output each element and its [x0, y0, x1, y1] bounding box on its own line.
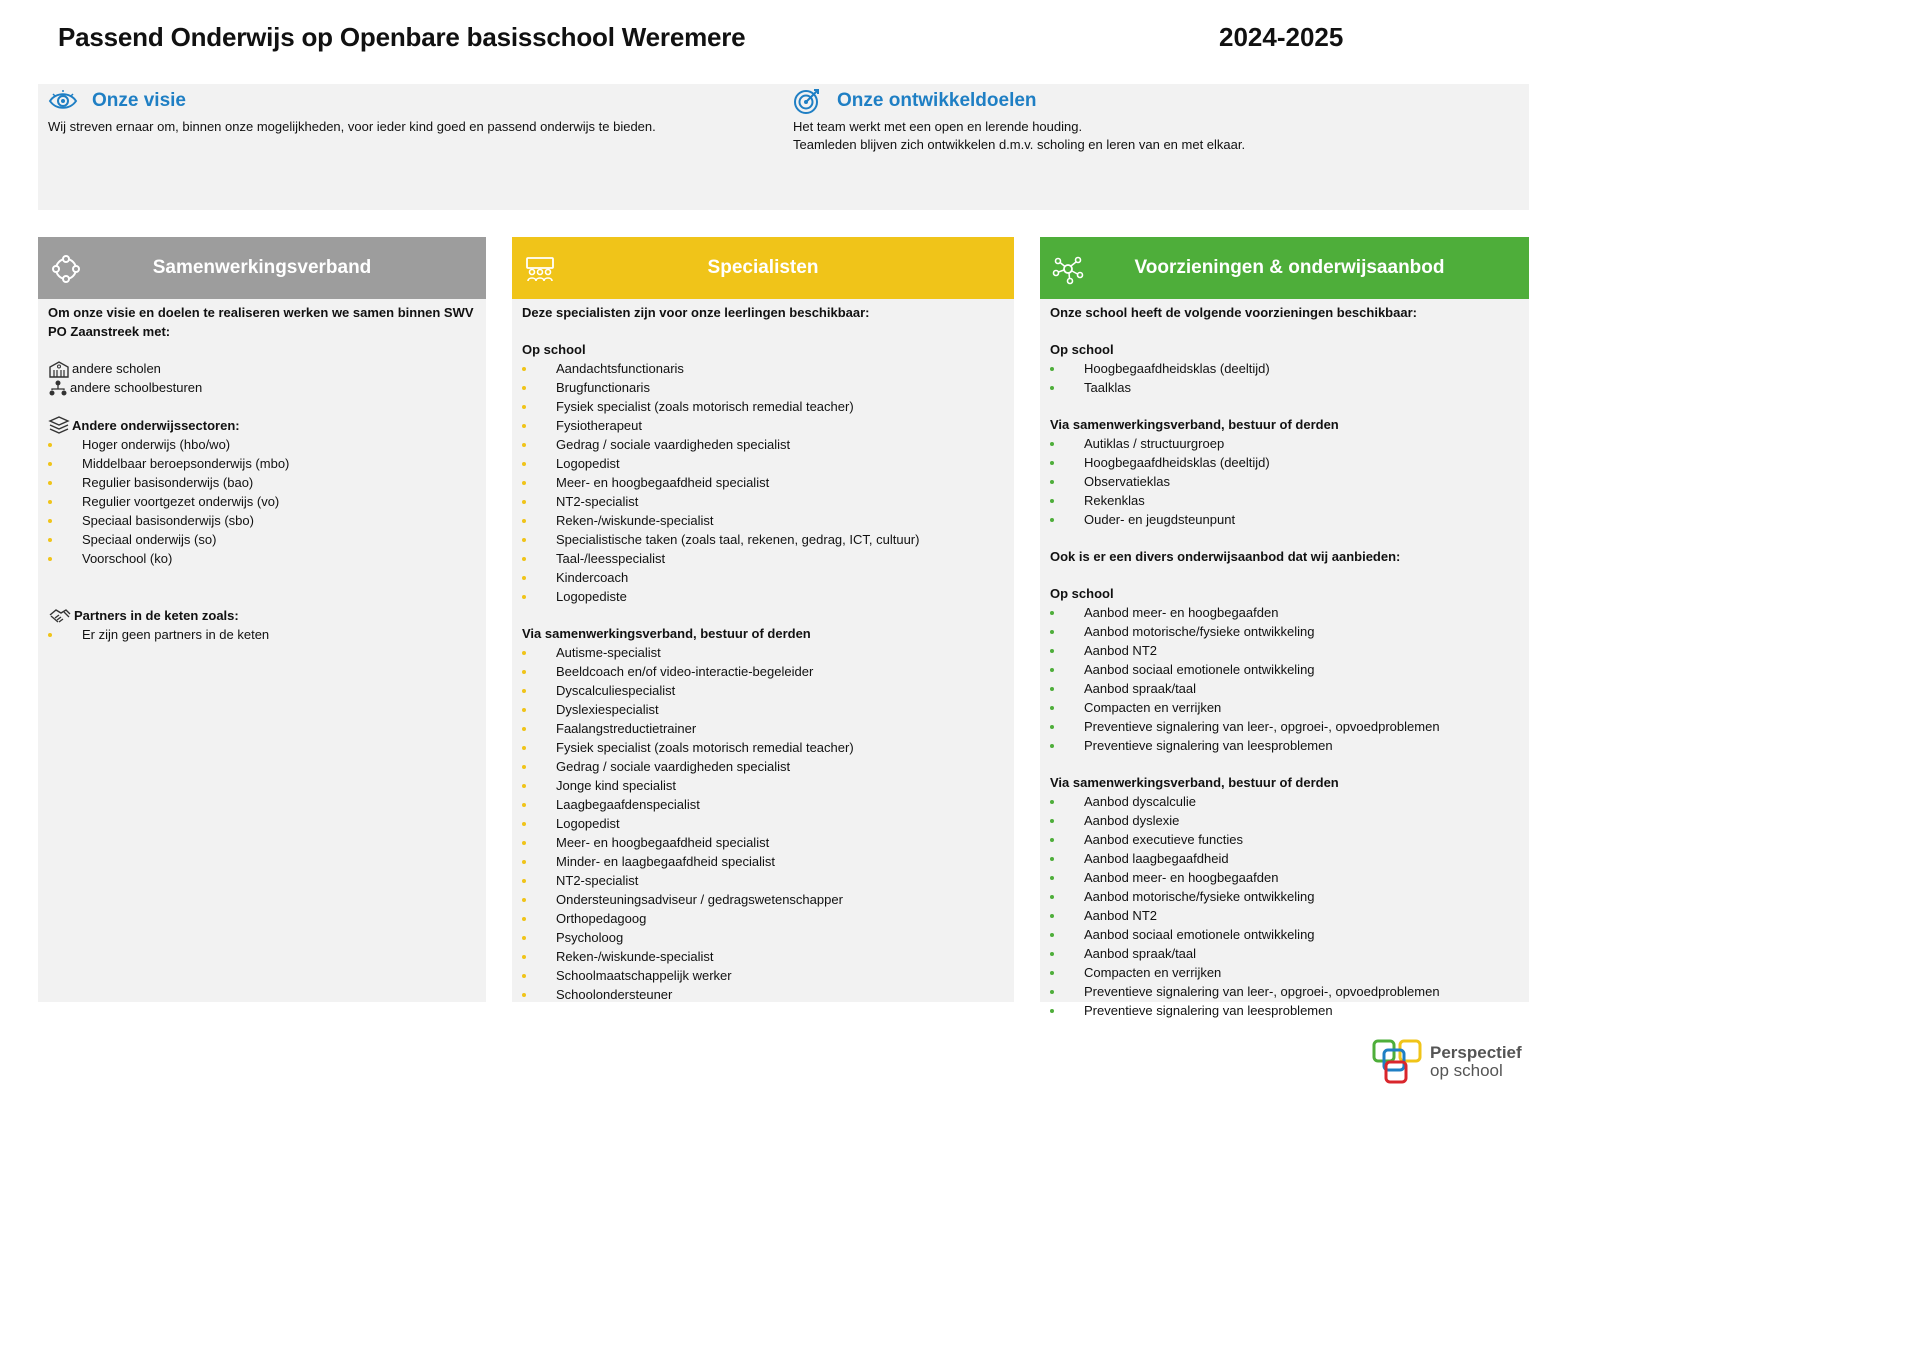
- sectors-heading: Andere onderwijssectoren:: [48, 415, 476, 435]
- list-item: Aanbod dyscalculie: [1050, 792, 1519, 811]
- list-item: Reken-/wiskunde-specialist: [522, 511, 1004, 530]
- logo-line1: Perspectief: [1430, 1043, 1522, 1062]
- list-item: Aanbod spraak/taal: [1050, 944, 1519, 963]
- voorzieningen-header: [1040, 237, 1529, 299]
- list-item: Preventieve signalering van leesproblemen: [1050, 1001, 1519, 1020]
- list-item: Meer- en hoogbegaafdheid specialist: [522, 833, 1004, 852]
- goals-line: Teamleden blijven zich ontwikkelen d.m.v. scholing en leren van en met elkaar.: [793, 137, 1246, 152]
- list-item: Meer- en hoogbegaafdheid specialist: [522, 473, 1004, 492]
- school-year: 2024-2025: [1219, 22, 1344, 52]
- list-item: Jonge kind specialist: [522, 776, 1004, 795]
- samenwerking-title: Samenwerkingsverband: [152, 257, 372, 278]
- layers-icon: [48, 415, 70, 435]
- list-item: Compacten en verrijken: [1050, 698, 1519, 717]
- logo-squares-icon: [1372, 1038, 1424, 1086]
- list-item: Kindercoach: [522, 568, 1004, 587]
- list-item: Preventieve signalering van leer-, opgroei-, opvoedproblemen: [1050, 982, 1519, 1001]
- list-item: Fysiek specialist (zoals motorisch remedial teacher): [522, 397, 1004, 416]
- list-item: Preventieve signalering van leer-, opgroei-, opvoedproblemen: [1050, 717, 1519, 736]
- list-item: Aanbod executieve functies: [1050, 830, 1519, 849]
- section-heading: Op school: [1050, 586, 1114, 601]
- list-item: Reken-/wiskunde-specialist: [522, 947, 1004, 966]
- list-item: Aanbod NT2: [1050, 641, 1519, 660]
- voorzieningen-via-list: [1050, 434, 1519, 529]
- specialisten-title: Specialisten: [707, 257, 819, 278]
- section-heading: Op school: [522, 342, 586, 357]
- list-item: Rekenklas: [1050, 491, 1519, 510]
- eye-icon: [48, 89, 78, 113]
- list-item: Compacten en verrijken: [1050, 963, 1519, 982]
- list-item: Aanbod spraak/taal: [1050, 679, 1519, 698]
- voorzieningen-title: Voorzieningen & onderwijsaanbod: [1134, 257, 1445, 278]
- chain-list: [48, 625, 476, 644]
- section-heading: Op school: [1050, 342, 1114, 357]
- sectors-list: [48, 435, 476, 568]
- list-item: Schoolmaatschappelijk werker: [522, 966, 1004, 985]
- list-item: Aandachtsfunctionaris: [522, 359, 1004, 378]
- list-item: Dyscalculiespecialist: [522, 681, 1004, 700]
- samenwerking-column: [38, 237, 486, 1002]
- list-item: Specialistische taken (zoals taal, rekenen, gedrag, ICT, cultuur): [522, 530, 1004, 549]
- list-item: Hoger onderwijs (hbo/wo): [48, 435, 476, 454]
- list-item: Schoolondersteuner: [522, 985, 1004, 1004]
- list-item: Gedrag / sociale vaardigheden specialist: [522, 435, 1004, 454]
- list-item: Aanbod NT2: [1050, 906, 1519, 925]
- list-item: Minder- en laagbegaafdheid specialist: [522, 852, 1004, 871]
- list-item: Psycholoog: [522, 928, 1004, 947]
- list-item: andere scholen: [48, 359, 476, 378]
- samenwerking-header: [38, 237, 486, 299]
- list-item: Fysiotherapeut: [522, 416, 1004, 435]
- list-item: Hoogbegaafdheidsklas (deeltijd): [1050, 453, 1519, 472]
- team-icon: [524, 253, 556, 285]
- handshake-icon: [48, 607, 72, 625]
- list-item: Ondersteuningsadviseur / gedragswetenschapper: [522, 890, 1004, 909]
- list-item: Brugfunctionaris: [522, 378, 1004, 397]
- partner-list: [48, 359, 476, 397]
- chain-heading: Partners in de keten zoals:: [48, 606, 476, 625]
- page-title: Passend Onderwijs op Openbare basisschool Weremere: [58, 22, 746, 52]
- section-heading: Via samenwerkingsverband, bestuur of derden: [1050, 775, 1339, 790]
- list-item: Taal-/leesspecialist: [522, 549, 1004, 568]
- voorzieningen-column: [1040, 237, 1529, 1018]
- goals-line: Het team werkt met een open en lerende houding.: [793, 119, 1083, 134]
- org-tree-icon: [48, 380, 68, 396]
- list-item: Logopediste: [522, 587, 1004, 606]
- specialisten-via-list: [522, 643, 1004, 1004]
- goals-section: [793, 84, 1513, 154]
- specialisten-intro: Deze specialisten zijn voor onze leerlingen beschikbaar:: [522, 305, 870, 320]
- network-circle-icon: [50, 253, 82, 285]
- target-icon: [793, 87, 823, 115]
- list-item: Ouder- en jeugdsteunpunt: [1050, 510, 1519, 529]
- list-item: Preventieve signalering van leesproblemen: [1050, 736, 1519, 755]
- list-item: Fysiek specialist (zoals motorisch remedial teacher): [522, 738, 1004, 757]
- vision-section: [48, 84, 768, 136]
- list-item: Middelbaar beroepsonderwijs (mbo): [48, 454, 476, 473]
- list-item: NT2-specialist: [522, 492, 1004, 511]
- vision-title: Onze visie: [92, 90, 186, 111]
- list-item: Logopedist: [522, 814, 1004, 833]
- school-building-icon: [48, 360, 70, 378]
- list-item: Er zijn geen partners in de keten: [48, 625, 476, 644]
- section-heading: Via samenwerkingsverband, bestuur of derden: [1050, 417, 1339, 432]
- list-item: Speciaal onderwijs (so): [48, 530, 476, 549]
- list-item: Gedrag / sociale vaardigheden specialist: [522, 757, 1004, 776]
- list-item: Orthopedagoog: [522, 909, 1004, 928]
- specialisten-school-list: [522, 359, 1004, 606]
- list-item: Hoogbegaafdheidsklas (deeltijd): [1050, 359, 1519, 378]
- aanbod-intro: Ook is er een divers onderwijsaanbod dat wij aanbieden:: [1050, 549, 1401, 564]
- list-item: Aanbod dyslexie: [1050, 811, 1519, 830]
- aanbod-school-list: [1050, 603, 1519, 755]
- list-item: Regulier basisonderwijs (bao): [48, 473, 476, 492]
- specialisten-column: [512, 237, 1014, 1002]
- list-item: Aanbod meer- en hoogbegaafden: [1050, 868, 1519, 887]
- vision-text: Wij streven ernaar om, binnen onze mogelijkheden, voor ieder kind goed en passend onderwijs te bieden.: [48, 119, 656, 134]
- list-item: Aanbod motorische/fysieke ontwikkeling: [1050, 887, 1519, 906]
- logo-line2: op school: [1430, 1061, 1503, 1080]
- network-nodes-icon: [1052, 253, 1084, 285]
- vision-band: [38, 84, 1529, 210]
- list-item: andere schoolbesturen: [48, 378, 476, 397]
- list-item: Aanbod sociaal emotionele ontwikkeling: [1050, 925, 1519, 944]
- list-item: Autisme-specialist: [522, 643, 1004, 662]
- list-item: Aanbod laagbegaafdheid: [1050, 849, 1519, 868]
- list-item: Faalangstreductietrainer: [522, 719, 1004, 738]
- aanbod-via-list: [1050, 792, 1519, 1020]
- voorzieningen-intro: Onze school heeft de volgende voorzieningen beschikbaar:: [1050, 305, 1417, 320]
- list-item: Voorschool (ko): [48, 549, 476, 568]
- list-item: Speciaal basisonderwijs (sbo): [48, 511, 476, 530]
- list-item: Regulier voortgezet onderwijs (vo): [48, 492, 476, 511]
- samenwerking-intro: Om onze visie en doelen te realiseren werken we samen binnen SWV PO Zaanstreek met:: [48, 305, 474, 339]
- list-item: Aanbod motorische/fysieke ontwikkeling: [1050, 622, 1519, 641]
- goals-title: Onze ontwikkeldoelen: [837, 90, 1037, 111]
- section-heading: Via samenwerkingsverband, bestuur of derden: [522, 626, 811, 641]
- list-item: Aanbod sociaal emotionele ontwikkeling: [1050, 660, 1519, 679]
- list-item: Observatieklas: [1050, 472, 1519, 491]
- list-item: Laagbegaafdenspecialist: [522, 795, 1004, 814]
- list-item: Autiklas / structuurgroep: [1050, 434, 1519, 453]
- list-item: Logopedist: [522, 454, 1004, 473]
- list-item: Aanbod meer- en hoogbegaafden: [1050, 603, 1519, 622]
- list-item: Beeldcoach en/of video-interactie-begeleider: [522, 662, 1004, 681]
- perspectief-logo: [1372, 1038, 1522, 1086]
- list-item: Taalklas: [1050, 378, 1519, 397]
- list-item: Dyslexiespecialist: [522, 700, 1004, 719]
- specialisten-header: [512, 237, 1014, 299]
- list-item: NT2-specialist: [522, 871, 1004, 890]
- voorzieningen-school-list: [1050, 359, 1519, 397]
